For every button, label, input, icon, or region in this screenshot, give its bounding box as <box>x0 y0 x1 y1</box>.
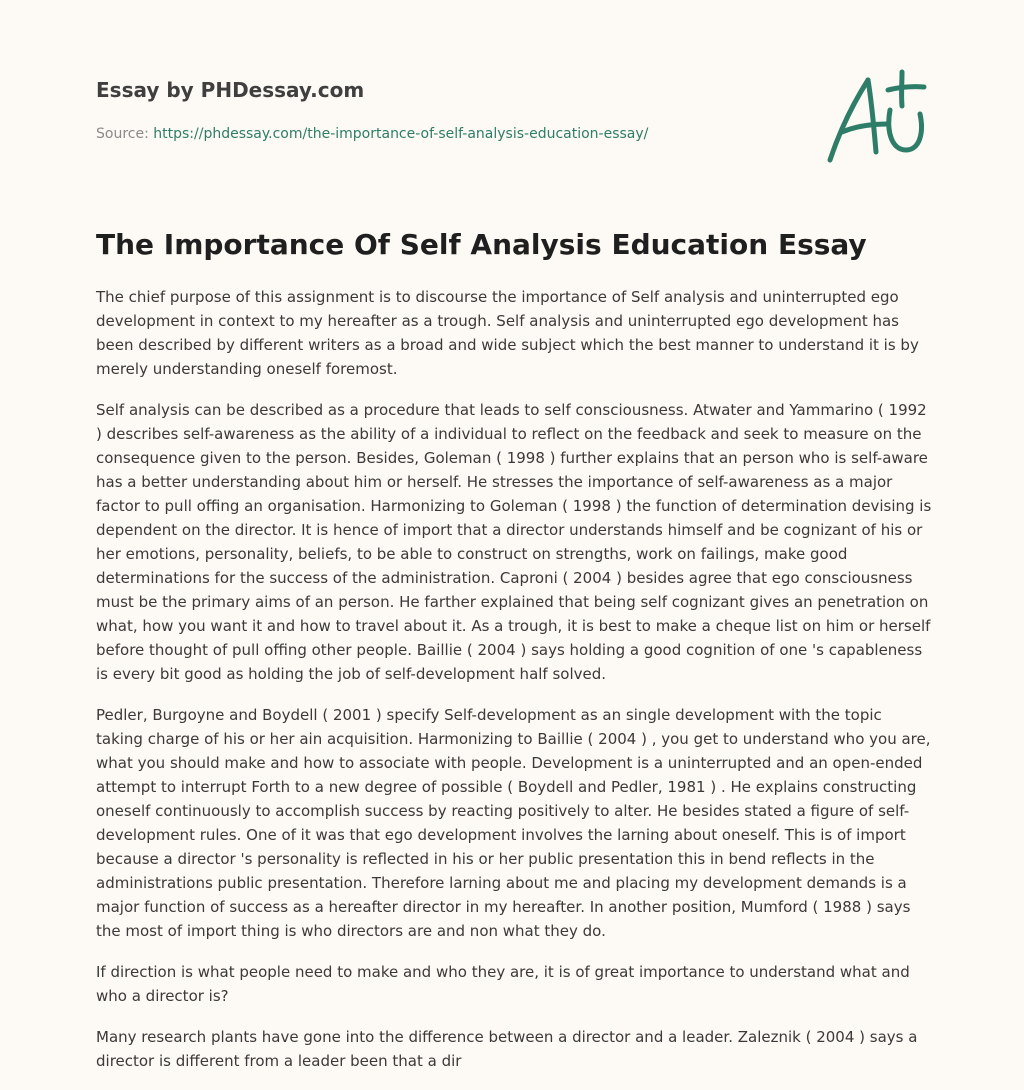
essay-body <box>96 285 932 1090</box>
site-title: Essay by PHDessay.com <box>96 78 365 102</box>
page-header <box>96 76 796 144</box>
essay-paragraph: The chief purpose of this assignment is to discourse the importance of Self analysis and uninterrupted ego development in context to my hereafter as a trough. Self analysis and uninterrupted ego development has been described by different writers as a broad and wide subject which the best manner to understand it is by merely understanding oneself foremost. <box>96 288 919 378</box>
a-plus-grade-icon <box>816 66 932 166</box>
essay-paragraph: Self analysis can be described as a procedure that leads to self consciousness. Atwater and Yammarino ( 1992 ) describes self-awareness as the ability of a individual to reflect on the feedback and seek to measure on the consequence given to the person. Besides, Goleman ( 1998 ) further explains that an person who is self-aware has a better understanding about him or herself. He stresses the importance of self-awareness as a major factor to pull offing an organisation. Harmonizing to Goleman ( 1998 ) the function of determination devising is dependent on the director. It is hence of import that a director understands himself and be cognizant of his or her emotions, personality, beliefs, to be able to construct on strengths, work on failings, make good determinations for the success of the administration. Caproni ( 2004 ) besides agree that ego consciousness must be the primary aims of an person. He farther explained that being self cognizant gives an penetration on what, how you want it and how to travel about it. As a trough, it is best to make a cheque list on him or herself before thought of pull offing other people. Baillie ( 2004 ) says holding a good cognition of one 's capableness is every bit good as holding the job of self-development half solved. <box>96 401 932 683</box>
essay-title: The Importance Of Self Analysis Education Essay <box>96 228 867 261</box>
essay-paragraph: If direction is what people need to make and who they are, it is of great importance to understand what and who a director is? <box>96 963 910 1005</box>
source-line <box>96 124 796 144</box>
source-label: Source: <box>96 126 149 142</box>
essay-paragraph: Many research plants have gone into the difference between a director and a leader. Zaleznik ( 2004 ) says a director is different from a leader been that a dir <box>96 1028 918 1070</box>
essay-paragraph: Pedler, Burgoyne and Boydell ( 2001 ) specify Self-development as an single development with the topic taking charge of his or her ain acquisition. Harmonizing to Baillie ( 2004 ) , you get to understand who you are, what you should make and how to associate with people. Development is a uninterrupted and an open-ended attempt to interrupt Forth to a new degree of possible ( Boydell and Pedler, 1981 ) . He explains constructing oneself continuously to accomplish success by reacting positively to alter. He besides stated a figure of self-development rules. One of it was that ego development involves the larning about oneself. This is of import because a director 's personality is reflected in his or her public presentation this in bend reflects in the administrations public presentation. Therefore larning about me and placing my development demands is a major function of success as a hereafter director in my hereafter. In another position, Mumford ( 1988 ) says the most of import thing is who directors are and non what they do. <box>96 706 931 940</box>
source-link[interactable]: https://phdessay.com/the-importance-of-self-analysis-education-essay/ <box>153 126 649 142</box>
